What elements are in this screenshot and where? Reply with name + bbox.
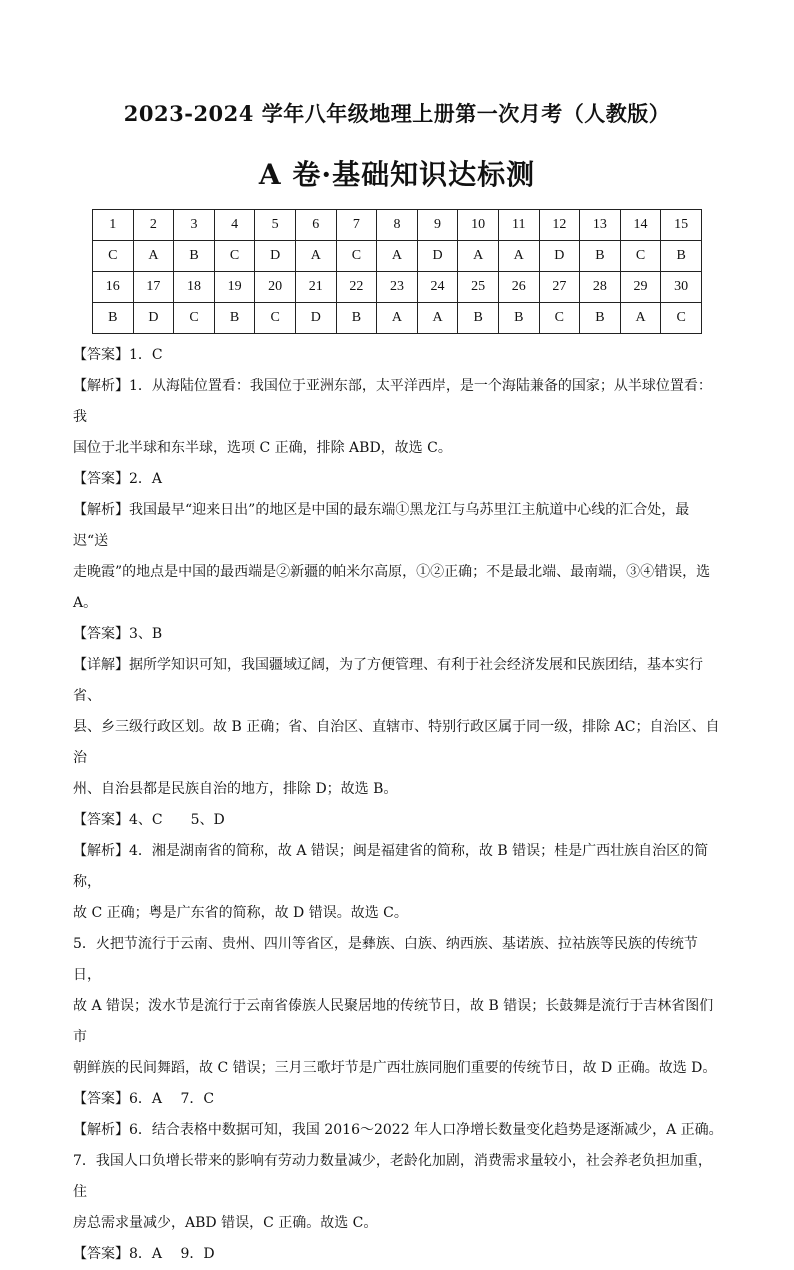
explanation-line: 7．我国人口负增长带来的影响有劳动力数量减少，老龄化加剧，消费需求量较小，社会养老负担加重，住 xyxy=(73,1153,712,1200)
question-number-cell: 28 xyxy=(580,272,621,303)
explanation-line: 故 C 正确；粤是广东省的简称，故 D 错误。故选 C。 xyxy=(73,905,408,921)
answer-cell: A xyxy=(133,241,174,272)
explanation-line: 县、乡三级行政区划。故 B 正确；省、自治区、直辖市、特别行政区属于同一级，排除 AC；自治区、自治 xyxy=(73,719,720,766)
answer-cell: D xyxy=(255,241,296,272)
answer-cell: B xyxy=(458,303,499,334)
explanation-line: 房总需求量减少，ABD 错误，C 正确。故选 C。 xyxy=(73,1215,378,1231)
question-number-cell: 27 xyxy=(539,272,580,303)
answer-cell: A xyxy=(498,241,539,272)
answer-cell: C xyxy=(255,303,296,334)
answer-cell: D xyxy=(539,241,580,272)
answer-cell: A xyxy=(295,241,336,272)
explanation-line: 朝鲜族的民间舞蹈，故 C 错误；三月三歌圩节是广西壮族同胞们重要的传统节日，故 D 正确。故选 D。 xyxy=(73,1060,717,1076)
question-number-cell: 9 xyxy=(417,210,458,241)
question-number-cell: 11 xyxy=(498,210,539,241)
answer-cell: A xyxy=(377,303,418,334)
answer-cell: B xyxy=(214,303,255,334)
question-number-cell: 18 xyxy=(174,272,215,303)
question-number-cell: 20 xyxy=(255,272,296,303)
answer-heading-line: 【答案】1．C xyxy=(73,347,163,363)
question-number-cell: 3 xyxy=(174,210,215,241)
question-number-cell: 23 xyxy=(377,272,418,303)
answer-row xyxy=(93,303,702,334)
page-title: 2023-2024 学年八年级地理上册第一次月考（人教版） xyxy=(123,101,671,126)
answer-cell: B xyxy=(336,303,377,334)
answer-cell: C xyxy=(661,303,702,334)
answer-cell: A xyxy=(458,241,499,272)
explanation-line: A。 xyxy=(73,595,98,611)
question-number-cell: 24 xyxy=(417,272,458,303)
question-number-cell: 19 xyxy=(214,272,255,303)
answer-heading-line: 【答案】8．A 9．D xyxy=(73,1246,215,1262)
answer-heading-line: 【答案】2．A xyxy=(73,471,163,487)
answer-heading-line: 【解析】6．结合表格中数据可知，我国 2016～2022 年人口净增长数量变化趋势是逐渐减少，A 正确。 xyxy=(73,1122,723,1138)
question-number-cell: 14 xyxy=(620,210,661,241)
question-number-cell: 17 xyxy=(133,272,174,303)
question-number-cell: 22 xyxy=(336,272,377,303)
answer-heading-line: 【解析】我国最早“迎来日出”的地区是中国的最东端①黑龙江与乌苏里江主航道中心线的汇合处，最迟“送 xyxy=(73,502,690,549)
answer-cell: D xyxy=(417,241,458,272)
question-number-cell: 26 xyxy=(498,272,539,303)
question-number-cell: 25 xyxy=(458,272,499,303)
explanation-line: 故 A 错误；泼水节是流行于云南省傣族人民聚居地的传统节日，故 B 错误；长鼓舞是流行于吉林省图们市 xyxy=(73,998,714,1045)
question-number-row xyxy=(93,272,702,303)
question-number-cell: 16 xyxy=(93,272,134,303)
question-number-cell: 4 xyxy=(214,210,255,241)
answer-table xyxy=(92,209,702,334)
answer-cell: D xyxy=(133,303,174,334)
answer-cell: C xyxy=(214,241,255,272)
answer-cell: B xyxy=(661,241,702,272)
answer-heading-line: 【答案】3、B xyxy=(73,626,163,642)
answer-explanations xyxy=(73,340,723,1270)
answer-cell: B xyxy=(174,241,215,272)
answer-row xyxy=(93,241,702,272)
question-number-cell: 12 xyxy=(539,210,580,241)
question-number-row xyxy=(93,210,702,241)
question-number-cell: 5 xyxy=(255,210,296,241)
question-number-cell: 2 xyxy=(133,210,174,241)
question-number-cell: 7 xyxy=(336,210,377,241)
answer-heading-line: 【解析】1．从海陆位置看：我国位于亚洲东部，太平洋西岸，是一个海陆兼备的国家；从半球位置看：我 xyxy=(73,378,712,425)
question-number-cell: 1 xyxy=(93,210,134,241)
explanation-line: 国位于北半球和东半球，选项 C 正确，排除 ABD，故选 C。 xyxy=(73,440,452,456)
answer-heading-line: 【解析】4．湘是湖南省的简称，故 A 错误；闽是福建省的简称，故 B 错误；桂是广西壮族自治区的简称， xyxy=(73,843,709,890)
answer-cell: C xyxy=(174,303,215,334)
answer-cell: C xyxy=(539,303,580,334)
answer-heading-line: 【详解】据所学知识可知，我国疆域辽阔，为了方便管理、有利于社会经济发展和民族团结，基本实行省、 xyxy=(73,657,703,704)
answer-cell: B xyxy=(580,241,621,272)
page-subtitle: A 卷·基础知识达标测 xyxy=(258,158,536,191)
answer-cell: B xyxy=(498,303,539,334)
answer-heading-line: 【答案】6．A 7．C xyxy=(73,1091,215,1107)
answer-cell: A xyxy=(417,303,458,334)
question-number-cell: 8 xyxy=(377,210,418,241)
answer-cell: B xyxy=(93,303,134,334)
answer-cell: C xyxy=(336,241,377,272)
question-number-cell: 29 xyxy=(620,272,661,303)
answer-cell: A xyxy=(620,303,661,334)
explanation-line: 走晚霞”的地点是中国的最西端是②新疆的帕米尔高原，①②正确；不是最北端、最南端，③④错误，选 xyxy=(73,564,711,580)
explanation-line: 5．火把节流行于云南、贵州、四川等省区，是彝族、白族、纳西族、基诺族、拉祜族等民族的传统节日， xyxy=(73,936,698,983)
explanation-line: 州、自治县都是民族自治的地方，排除 D；故选 B。 xyxy=(73,781,398,797)
answer-cell: D xyxy=(295,303,336,334)
question-number-cell: 13 xyxy=(580,210,621,241)
answer-heading-line: 【答案】4、C 5、D xyxy=(73,812,225,828)
answer-cell: C xyxy=(93,241,134,272)
question-number-cell: 6 xyxy=(295,210,336,241)
answer-cell: B xyxy=(580,303,621,334)
question-number-cell: 15 xyxy=(661,210,702,241)
question-number-cell: 10 xyxy=(458,210,499,241)
question-number-cell: 21 xyxy=(295,272,336,303)
answer-cell: C xyxy=(620,241,661,272)
question-number-cell: 30 xyxy=(661,272,702,303)
answer-cell: A xyxy=(377,241,418,272)
